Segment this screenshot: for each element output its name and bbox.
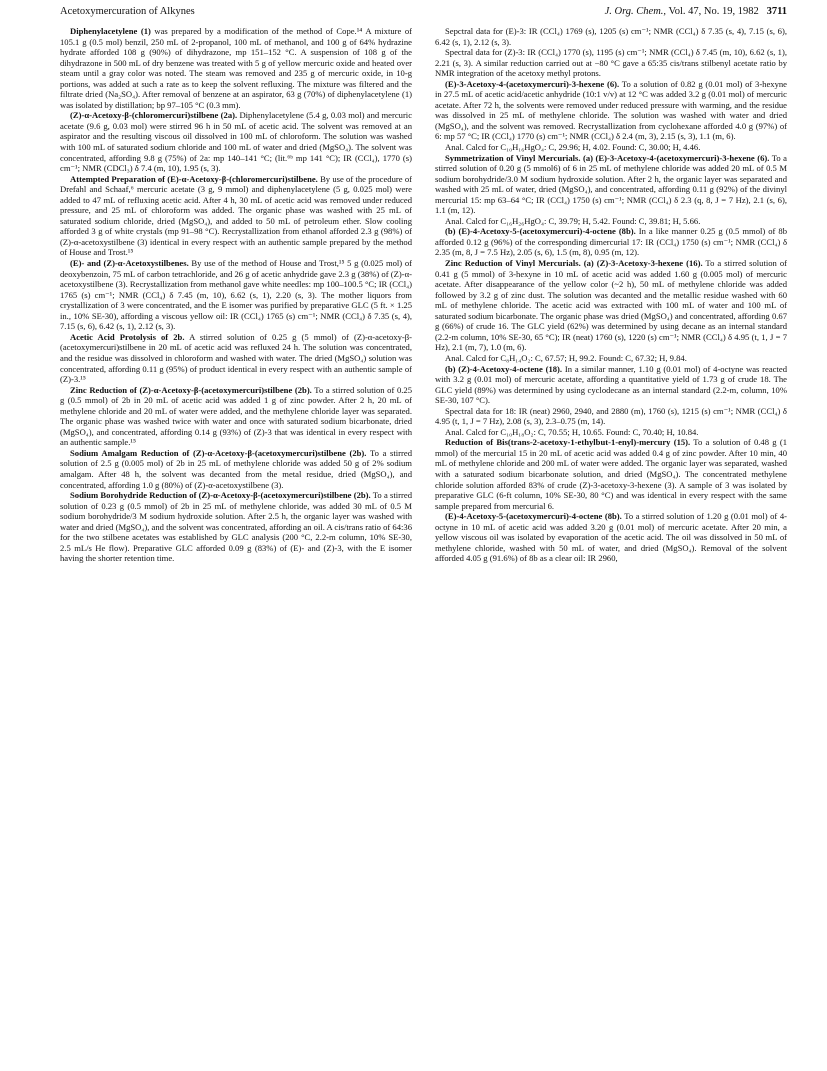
paragraph-body: To a stirred solution of 0.41 g (5 mmol) of 3-hexyne in 10 mL of acetic acid was added 1.60 g (0.005 mol) of mercuric acetate. After disappearance of the yellow color (~2 h), 50 mL of methylene chloride was added followed by 3.2 g of zinc dust. The solution was decanted and the metallic residue washed with 60 mL of methylene chloride. The acetic acid was extracted with 100 mL of water and 100 mL of saturated sodium bicarbonate. The organic phase was dried (MgSO₄) and concentrated, affording 0.67 g (66%) of crude 16. The GLC yield (62%) was determined by using decane as an internal standard (2.2-m column, 10% SE-30, 65 °C); IR (neat) 1760 (s), 1220 (s) cm⁻¹; NMR (CCl₄) δ 4.95 (t, 1, J = 7 Hz), 2.1 (m, 7), 1.0 (m, 6). <box>435 258 787 353</box>
paragraph-body: Anal. Calcd for C₁₀H₁₈O₂: C, 70.55; H, 10.65. Found: C, 70.40; H, 10.84. <box>445 426 699 437</box>
paragraph <box>60 258 412 332</box>
paragraph-body: was prepared by a modification of the method of Cope.¹⁴ A mixture of 105.1 g (0.5 mol) benzil, 250 mL of 2-propanol, 100 mL of methanol, and 100 g of 64% hydrazine hydrate afforded 108 g (90%) of dihydrazone, mp 151–152 °C. A suspension of 108 g of the dihydrazone in 500 mL of dry benzene was treated with 5 g of yellow mercuric oxide and heated over steam until a gray color was noted. The steam was removed and 235 g of mercuric oxide, in 10-g portions, was added at such a rate as to keep the solvent refluxing. The mixture was filtered and the filtrate dried (Na₂SO₄). After removal of benzene at an aspirator, 63 g (70%) of diphenylacetylene (1) was isolated by distillation; bp 97–105 °C (0.3 mm). <box>60 26 412 110</box>
paragraph <box>435 142 787 153</box>
paragraph <box>60 26 412 110</box>
paragraph-heading: Sodium Borohydride Reduction of (Z)-α-Acetoxy-β-(acetoxymercuri)stilbene (2b). <box>70 490 371 501</box>
paragraph-body: A stirred solution of 0.25 g (5 mmol) of (Z)-α-acetoxy-β-(acetoxymercuri)stilbene in 20 mL of acetic acid was refluxed 24 h. The solution was concentrated, and the residue was dissolved in chloroform and washed with water. The dried (MgSO₄) solution was concentrated, affording 0.11 g (95%) of product identical in every respect with an authentic sample of (Z)-3.¹⁵ <box>60 331 412 385</box>
paragraph <box>60 448 412 490</box>
paragraph-body: Spectral data for 18: IR (neat) 2960, 2940, and 2880 (m), 1760 (s), 1215 (s) cm⁻¹; NMR (CCl₄) δ 4.95 (t, 1, J = 7 Hz), 2.08 (s, 3), 2.3–0.75 (m, 14). <box>435 405 787 427</box>
paragraph <box>435 26 787 47</box>
paragraph-heading: Acetic Acid Protolysis of 2b. <box>70 331 185 342</box>
paragraph <box>435 406 787 427</box>
paragraph <box>60 490 412 564</box>
paragraph <box>60 174 412 258</box>
paragraph-heading: (b) (Z)-4-Acetoxy-4-octene (18). <box>445 363 563 374</box>
paragraph-body: Anal. Calcd for C₁₀H₁₆HgO₄: C, 29.96; H, 4.02. Found: C, 30.00; H, 4.46. <box>445 142 701 153</box>
paragraph-body: To a stirred solution of 2.5 g (0.005 mol) of 2b in 25 mL of methylene chloride was added 50 g of 2% sodium amalgam. After 48 h, the solvent was decanted from the metal residue, dried (MgSO₄), and concentrated, affording 1.0 g (80%) of (Z)-α-acetoxystilbene (3). <box>60 447 412 490</box>
paragraph-heading: (E)-4-Acetoxy-5-(acetoxymercuri)-4-octene (8b). <box>445 511 622 522</box>
paragraph <box>60 110 412 173</box>
paragraph <box>435 258 787 353</box>
paragraph <box>60 332 412 385</box>
paragraph-body: Spectral data for (Z)-3: IR (CCl₄) 1770 (s), 1195 (s) cm⁻¹; NMR (CCl₄) δ 7.45 (m, 10), 6.62 (s, 1), 2.21 (s, 3). A similar reduction carried out at −80 °C gave a 65:35 cis/trans stilbenyl acetate ratio by NMR integration of the acetoxy methyl protons. <box>435 47 787 79</box>
paragraph-body: Anal. Calcd for C₁₆H₂₆HgO₄: C, 39.79; H, 5.42. Found: C, 39.81; H, 5.66. <box>445 215 701 226</box>
paragraph-body: In a like manner 0.25 g (0.5 mmol) of 8b afforded 0.12 g (96%) of the corresponding dimercurial 17: IR (CCl₄) 1750 (s) cm⁻¹; NMR (CCl₄) δ 2.35 (m, 8, J = 7.5 Hz), 2.05 (s, 6), 1.5 (m, 8), 0.95 (m, 12). <box>435 226 787 258</box>
paragraph <box>435 79 787 142</box>
journal-citation <box>605 6 787 17</box>
paragraph-heading: (Z)-α-Acetoxy-β-(chloromercuri)stilbene (2a). <box>70 110 238 121</box>
paragraph-heading: Symmetrization of Vinyl Mercurials. (a) (E)-3-Acetoxy-4-(acetoxymercuri)-3-hexene (6). <box>445 152 770 163</box>
paragraph <box>435 353 787 364</box>
paragraph-heading: Attempted Preparation of (E)-α-Acetoxy-β-(chloromercuri)stilbene. <box>70 173 318 184</box>
page-header <box>60 6 787 22</box>
paragraph <box>435 226 787 258</box>
paragraph-body: To a solution of 0.48 g (1 mmol) of the mercurial 15 in 20 mL of acetic acid was added 0.4 g of zinc powder. After 10 min, 40 mL of methylene chloride and 200 mL of water were added. The organic layer was separated, washed with a saturated sodium bicarbonate solution, and dried (MgSO₄). The concentrated methylene chloride solution afforded 83% of crude (Z)-3-acetoxy-3-hexene (3). A sample of 3 was isolated by preparative GLC (6-ft column, 10% SE-30, 80 °C) and was identical in every respect with the same sample prepared from mercurial 6. <box>435 437 787 511</box>
paragraph <box>435 437 787 511</box>
paragraph-heading: Sodium Amalgam Reduction of (Z)-α-Acetoxy-β-(acetoxymercuri)stilbene (2b). <box>70 447 367 458</box>
paragraph-heading: Zinc Reduction of Vinyl Mercurials. (a) (Z)-3-Acetoxy-3-hexene (16). <box>445 258 703 269</box>
paragraph <box>435 47 787 79</box>
paragraph-body: To a stirred solution of 0.25 g (0.5 mmol) of 2b in 20 mL of acetic acid was added 1 g of zinc powder. After 2 h, 20 mL of methylene chloride and 20 mL of water were added, and the methylene chloride layer was separated. The organic phase was washed twice with water and once with saturated sodium bicarbonate, dried (MgSO₄), and concentrated, affording 0.14 g (93%) of (Z)-3 that was identical in every respect with an authentic sample.¹⁵ <box>60 384 412 448</box>
paragraph <box>435 364 787 406</box>
paragraph <box>435 427 787 438</box>
paragraph <box>60 385 412 448</box>
volume-info: Vol. 47, No. 19, 1982 <box>668 6 759 17</box>
journal-name: J. Org. Chem., <box>604 6 667 17</box>
paragraph-body: To a stirred solution of 0.23 g (0.5 mmol) of 2b in 25 mL of methylene chloride, was added 30 mL of 0.5 M sodium borohydride/3 M sodium hydroxide solution. After 2.5 h, the organic layer was washed with water and dried (MgSO₄), and the solvent was concentrated, affording an oil. A cis/trans ratio of 64:36 for the two stilbene acetates was established by GLC analysis (200 °C, 2.2-m column, 10% SE-30, 2.5 mL/s He flow). Preparative GLC afforded 0.09 g (83%) of (E)- and (Z)-3, with the E isomer having the shorter retention time. <box>60 490 412 564</box>
left-column <box>60 26 412 564</box>
paragraph-body: To a stirred solution of 0.20 g (5 mmol6) of 6 in 25 mL of methylene chloride was added 20 mL of 0.5 M sodium borohydride/3.0 M sodium hydroxide solution. After 2 h, the organic layer was separated and washed with 25 mL of water, dried (MgSO₄), and concentrated, affording 0.11 g (92%) of the divinyl mercurial 15: mp 63–64 °C; IR (CCl₄) 1750 (s) cm⁻¹; NMR (CCl₄) δ 2.3 (q, 8, J = 7 Hz), 2.1 (s, 6), 1.1 (m, 12). <box>435 152 787 216</box>
paragraph <box>435 153 787 216</box>
paragraph-heading: Diphenylacetylene (1) <box>70 26 151 36</box>
paragraph-body: To a solution of 0.82 g (0.01 mol) of 3-hexyne in 27.5 mL of acetic acid/acetic anhydride (10:1 v/v) at 12 °C was added 3.2 g (0.01 mol) of mercuric acetate. After 72 h, the solvents were removed under reduced pressure with warming, and the residue was dissolved in 25 mL of methylene chloride. The solution was washed with water and dried (MgSO₄), and the solvent was removed. Recrystallization from cyclohexane afforded 4.0 g (97%) of 6: mp 57 °C; IR (CCl₄) 1770 (s) cm⁻¹; NMR (CCl₄) δ 2.4 (m, 3), 2.15 (s, 3), 1.1 (m, 6). <box>435 78 787 142</box>
right-column <box>435 26 787 564</box>
paragraph <box>435 216 787 227</box>
running-title: Acetoxymercuration of Alkynes <box>60 6 195 17</box>
paragraph-heading: (E)- and (Z)-α-Acetoxystilbenes. <box>70 258 189 269</box>
page-number: 3711 <box>766 6 787 17</box>
paragraph-body: By use of the method of House and Trost,¹⁵ 5 g (0.025 mol) of deoxybenzoin, 75 mL of carbon tetrachloride, and 26 g of acetic anhydride gave 2.3 g (38%) of (Z)-α-acetoxystilbene (3). Recrystallization from methanol gave white needles: mp 100–100.5 °C; IR (CCl₄) 1765 (s) cm⁻¹; NMR (CCl₄) δ 7.45 (m, 10), 6.62 (s, 1), 2.20 (s, 3). The mother liquors from crystallization of 3 were concentrated, and the E isomer was purified by preparative GLC (5 ft. × 1.25 in., 10% SE-30), affording a viscous yellow oil: IR (CCl₄) 1765 (s) cm⁻¹; NMR (CCl₄) δ 7.35 (s, 4), 7.15 (s, 6), 6.42 (s, 1), 2.12 (s, 3). <box>60 258 413 332</box>
paragraph <box>435 511 787 564</box>
paragraph-body: In a similar manner, 1.10 g (0.01 mol) of 4-octyne was reacted with 3.2 g (0.01 mol) of mercuric acetate, affording a quantitative yield of 1.73 g of crude 18. The GLC yield (89%) was determined by using cyclodecane as an internal standard (2.2-m, column, 10% SE-30, 107 °C). <box>435 363 787 406</box>
paragraph-body: Sepctral data for (E)-3: IR (CCl₄) 1769 (s), 1205 (s) cm⁻¹; NMR (CCl₄) δ 7.35 (s, 4), 7.15 (s, 6), 6.42 (s, 1), 2.12 (s, 3). <box>435 26 787 47</box>
paragraph-heading: Zinc Reduction of (Z)-α-Acetoxy-β-(acetoxymercuri)stilbene (2b). <box>70 384 312 395</box>
paragraph-body: By use of the procedure of Drefahl and Schaaf,⁶ mercuric acetate (3 g, 9 mmol) and diphenylacetylene (5 g, 0.025 mol) were added to 47 mL of refluxing acetic acid. After 4 h, 30 mL of acetic acid was removed under reduced pressure, and 25 mL of chloroform was added. The organic phase was washed with 25 mL of saturated sodium chloride, dried (MgSO₄), and added to 50 mL of petroleum ether. Slow cooling afforded 3 g of white crystals (mp 91–98 °C). Recrystallization from ethanol afforded 2.3 g (98%) of (Z)-α-acetoxystilbene (3) identical in every respect with an authentic sample prepared by the method of House and Trost.¹⁵ <box>60 173 412 258</box>
paragraph-heading: Reduction of Bis(trans-2-acetoxy-1-ethylbut-1-enyl)-mercury (15). <box>445 437 691 448</box>
paragraph-body: Diphenylacetylene (5.4 g, 0.03 mol) and mercuric acetate (9.6 g, 0.03 mol) were stirred 96 h in 50 mL of acetic acid. The solvent was removed at an aspirator and the resulting viscous oil dissolved in 100 mL of chloroform. The solution was washed with 100 mL of saturated sodium chloride and 100 mL of water and dried (MgSO₄). The solvent was concentrated, affording 9.8 g (75%) of 2a: mp 140–141 °C; (lit.⁶ᵇ mp 141 °C); IR (CCl₄), 1770 (s) cm⁻¹; NMR (CDCl₃) δ 7.4 (m, 10), 1.95 (s, 3). <box>60 110 413 174</box>
paragraph-body: To a stirred solution of 1.20 g (0.01 mol) of 4-octyne in 10 mL of acetic acid was added 3.20 g (0.01 mol) of mercuric acetate. After 20 min, a yellow viscous oil was isolated by evaporation of the acetic acid. The oil was dissolved in 50 mL of methylene chloride, washed with 50 mL of water, and dried (MgSO₄). Removal of the solvent afforded 4.05 g (91.6%) of 8b as a clear oil: IR 2960, <box>435 511 787 564</box>
paragraph-heading: (b) (E)-4-Acetoxy-5-(acetoxymercuri)-4-octene (8b). <box>445 226 636 237</box>
paragraph-body: Anal. Calcd for C₈H₁₄O₂: C, 67.57; H, 99.2. Found: C, 67.32; H, 9.84. <box>445 352 687 363</box>
paragraph-heading: (E)-3-Acetoxy-4-(acetoxymercuri)-3-hexene (6). <box>445 78 620 89</box>
